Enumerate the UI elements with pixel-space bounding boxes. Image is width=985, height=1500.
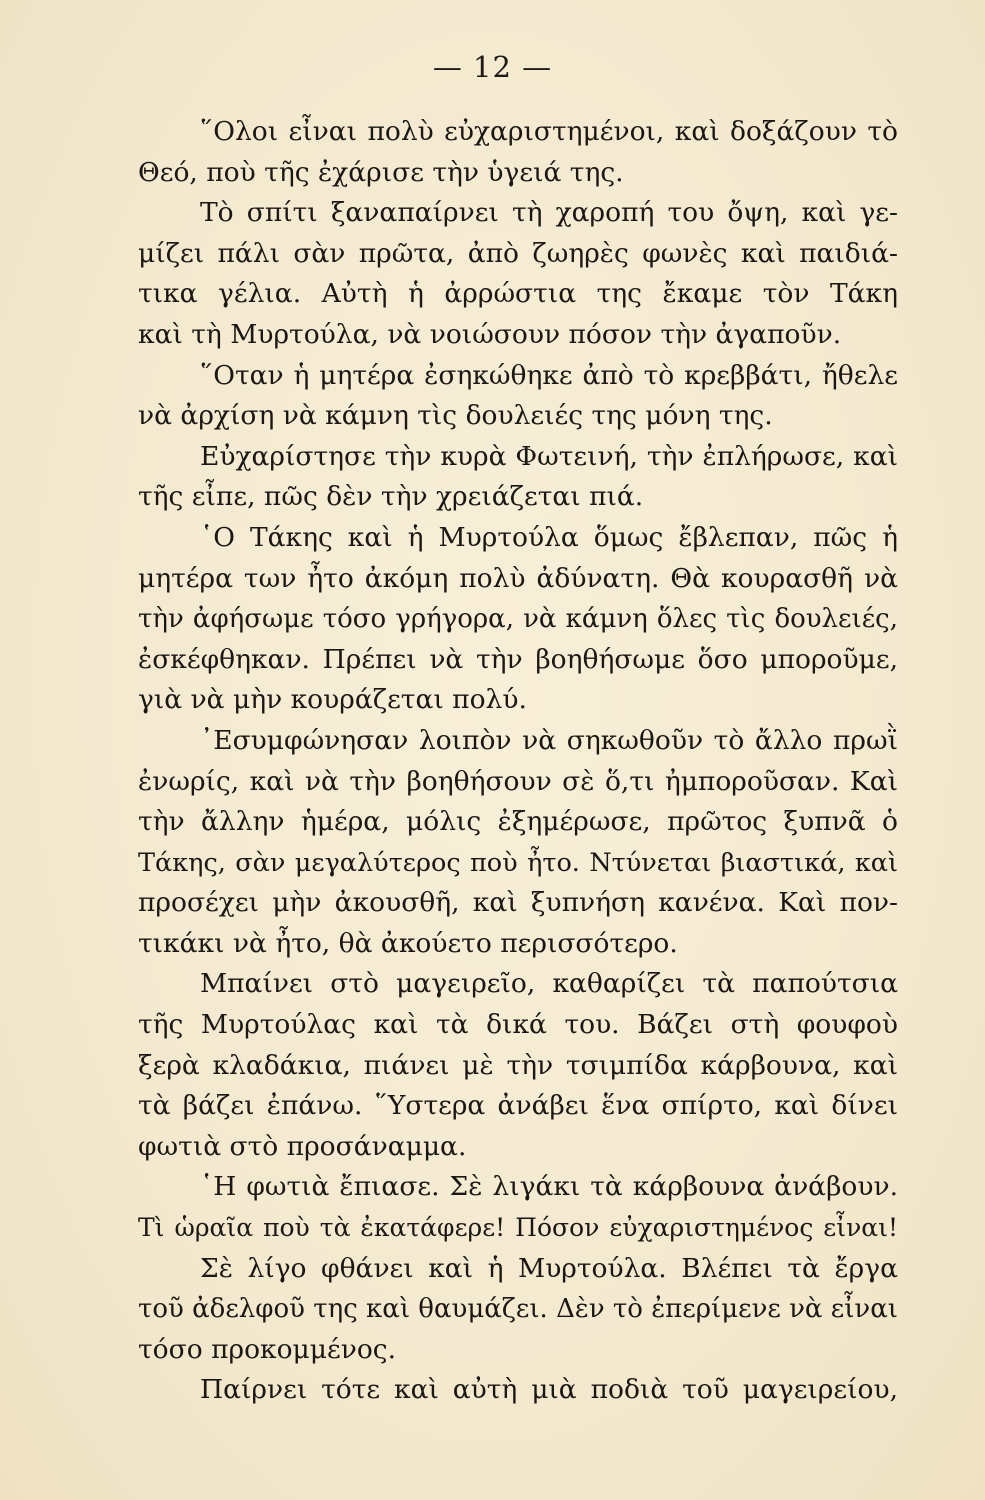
text-line: φωτιὰ στὸ προσάναμμα.	[138, 1130, 467, 1162]
text-line: ῾Η φωτιὰ ἔπιασε. Σὲ λιγάκι τὰ κάρβουνα ἀνάβουν.	[200, 1171, 898, 1203]
text-line: προσέχει μὴν ἀκουσθῆ, καὶ ξυπνήση κανένα. Καὶ πον-	[138, 887, 898, 919]
text-line: ξερὰ κλαδάκια, πιάνει μὲ τὴν τσιμπίδα κάρβουνα, καὶ	[138, 1049, 898, 1081]
text-line: ᾿Εσυμφώνησαν λοιπὸν νὰ σηκωθοῦν τὸ ἄλλο πρωῒ	[200, 724, 898, 756]
text-line: τικάκι νὰ ἦτο, θὰ ἀκούετο περισσότερο.	[138, 927, 678, 959]
page-number: — 12 —	[432, 50, 553, 84]
text-line: Εὐχαρίστησε τὴν κυρὰ Φωτεινή, τὴν ἐπλήρωσε, καὶ	[200, 440, 898, 472]
text-line: τὰ βάζει ἐπάνω. ῞Υστερα ἀνάβει ἕνα σπίρτο, καὶ δίνει	[138, 1090, 898, 1122]
text-line: ἐνωρίς, καὶ νὰ τὴν βοηθήσουν σὲ ὅ,τι ἠμποροῦσαν. Καὶ	[138, 765, 898, 797]
text-line: Σὲ λίγο φθάνει καὶ ἡ Μυρτούλα. Βλέπει τὰ ἔργα	[200, 1252, 898, 1284]
text-line: Τὸ σπίτι ξαναπαίρνει τὴ χαροπή του ὄψη, καὶ γε-	[200, 197, 898, 229]
text-line: ῾Ο Τάκης καὶ ἡ Μυρτούλα ὅμως ἔβλεπαν, πῶς ἡ	[200, 521, 898, 553]
text-line: τῆς εἶπε, πῶς δὲν τὴν χρειάζεται πιά.	[138, 481, 644, 513]
text-line: ἐσκέφθηκαν. Πρέπει νὰ τὴν βοηθήσωμε ὅσο μποροῦμε,	[138, 643, 898, 675]
text-line: τικα γέλια. Αὐτὴ ἡ ἀρρώστια της ἔκαμε τὸν Τάκη	[138, 278, 898, 310]
text-line: ῞Οταν ἡ μητέρα ἐσηκώθηκε ἀπὸ τὸ κρεββάτι, ἤθελε	[200, 359, 898, 391]
text-line: τὴν ἄλλην ἡμέρα, μόλις ἐξημέρωσε, πρῶτος ξυπνᾶ ὁ	[138, 806, 898, 838]
text-line: ῞Ολοι εἶναι πολὺ εὐχαριστημένοι, καὶ δοξάζουν τὸ	[200, 116, 898, 147]
text-line: μητέρα των ἦτο ἀκόμη πολὺ ἀδύνατη. Θὰ κουρασθῆ νὰ	[138, 562, 898, 594]
text-line: Μπαίνει στὸ μαγειρεῖο, καθαρίζει τὰ παπούτσια	[200, 968, 898, 1000]
body-text	[138, 112, 898, 1411]
text-line: τὴν ἀφήσωμε τόσο γρήγορα, νὰ κάμνη ὅλες τὶς δουλειές,	[138, 604, 898, 635]
text-line: νὰ ἀρχίση νὰ κάμνη τὶς δουλειές της μόνη της.	[138, 400, 773, 432]
text-line: μίζει πάλι σὰν πρῶτα, ἀπὸ ζωηρὲς φωνὲς καὶ παιδιά-	[138, 237, 898, 269]
text-line: τοῦ ἀδελφοῦ της καὶ θαυμάζει. Δὲν τὸ ἐπερίμενε νὰ εἶναι	[138, 1294, 898, 1325]
text-line: τῆς Μυρτούλας καὶ τὰ δικά του. Βάζει στὴ φουφοὺ	[138, 1009, 898, 1041]
text-line: Τάκης, σὰν μεγαλύτερος ποὺ ἦτο. Ντύνεται βιαστικά, καὶ	[138, 847, 898, 878]
text-line: Θεό, ποὺ τῆς ἐχάρισε τὴν ὑγειά της.	[138, 156, 624, 188]
text-line: Τὶ ὡραῖα ποὺ τὰ ἐκατάφερε! Πόσον εὐχαριστημένος εἶναι!	[138, 1213, 898, 1243]
text-line: τόσο προκομμένος.	[138, 1333, 397, 1365]
text-line: γιὰ νὰ μὴν κουράζεται πολύ.	[138, 684, 527, 716]
text-line: καὶ τὴ Μυρτούλα, νὰ νοιώσουν πόσον τὴν ἀγαποῦν.	[138, 318, 842, 350]
text-line: Παίρνει τότε καὶ αὐτὴ μιὰ ποδιὰ τοῦ μαγειρείου,	[200, 1374, 898, 1406]
